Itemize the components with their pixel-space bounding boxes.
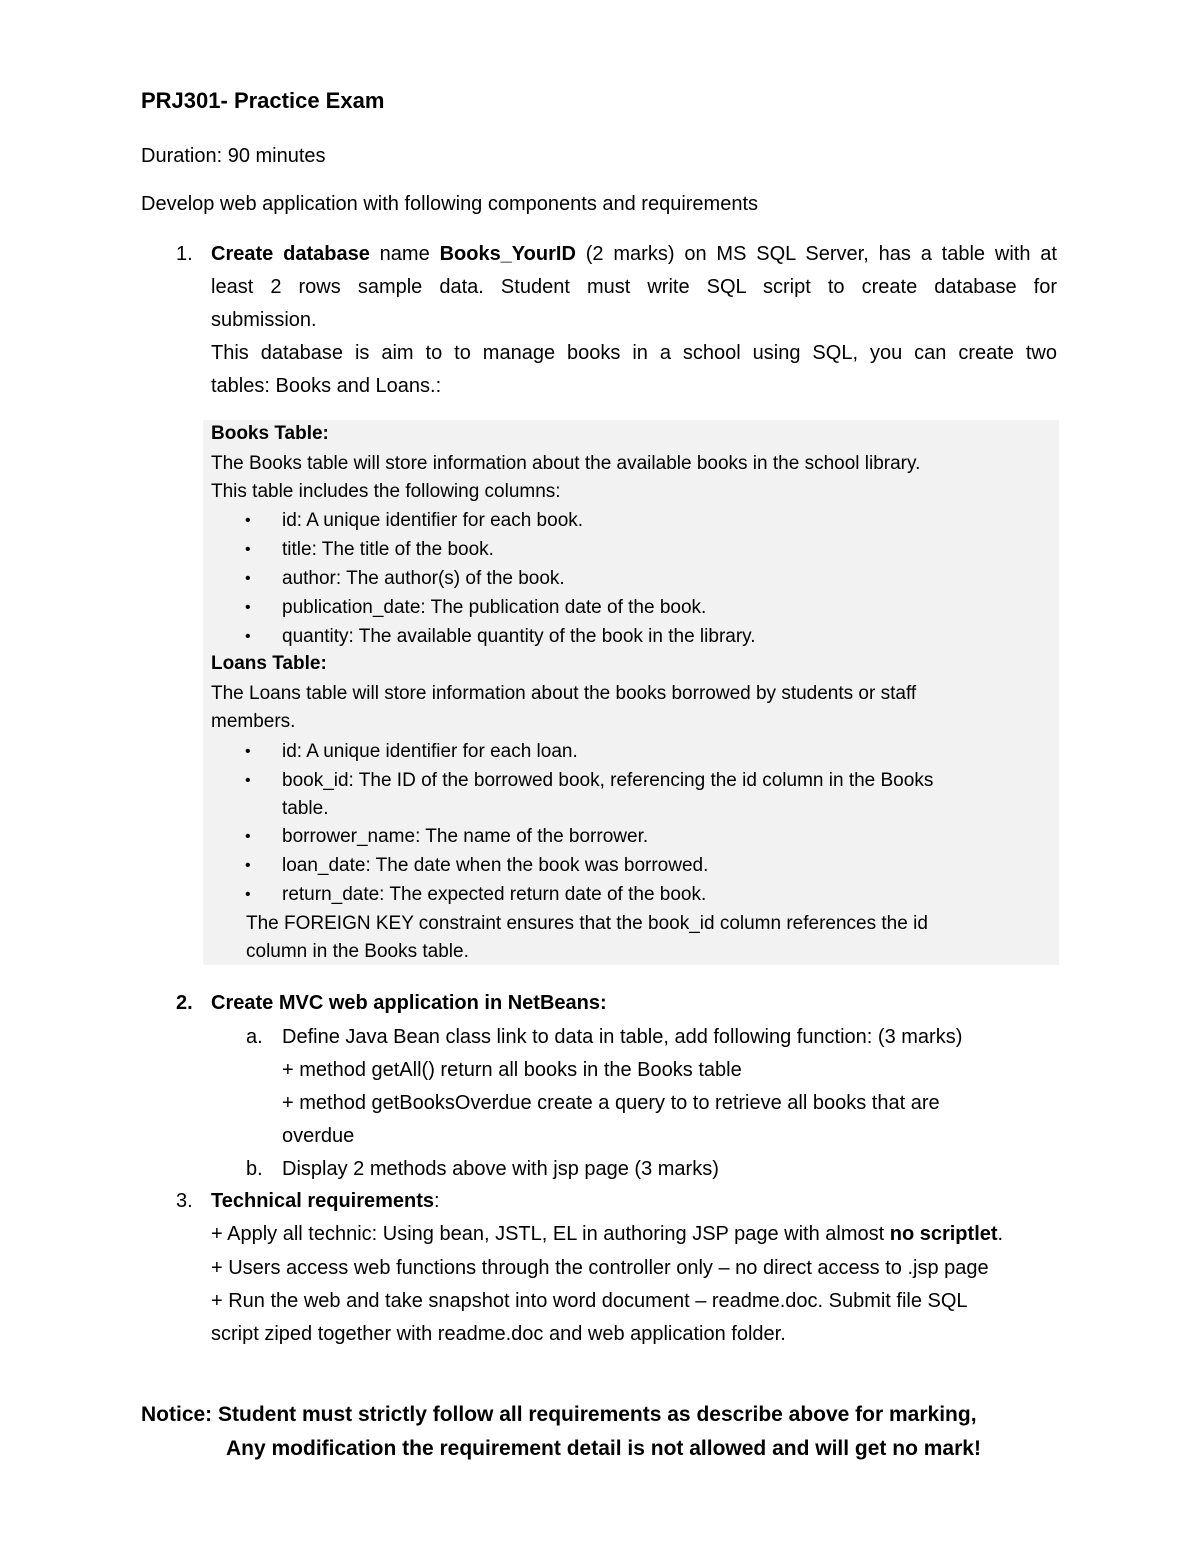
books-col-author: author: The author(s) of the book. <box>282 568 565 589</box>
bullet-icon: • <box>245 570 251 587</box>
books-col-publication-date: publication_date: The publication date of the book. <box>282 597 707 618</box>
item1-line2: least 2 rows sample data. Student must write SQL script to create database for <box>211 276 1057 298</box>
item3-req2: + Users access web functions through the controller only – no direct access to .jsp page <box>211 1257 989 1279</box>
bullet-icon: • <box>245 772 251 789</box>
bullet-icon: • <box>245 743 251 760</box>
bullet-icon: • <box>245 541 251 558</box>
item2a-sub3: overdue <box>282 1125 355 1147</box>
bullet-icon: • <box>245 628 251 645</box>
loans-col-book-id-cont: table. <box>282 798 329 819</box>
item3-req3: + Run the web and take snapshot into word document – readme.doc. Submit file SQL <box>211 1290 968 1312</box>
item2-number: 2. <box>176 992 193 1014</box>
loans-col-loan-date: loan_date: The date when the book was borrowed. <box>282 855 709 876</box>
item2b-text: Display 2 methods above with jsp page (3 marks) <box>282 1158 719 1180</box>
item1-line5: tables: Books and Loans.: <box>211 375 442 397</box>
item3-req1-bold: no scriptlet <box>889 1223 998 1245</box>
bullet-icon: • <box>245 857 251 874</box>
item3-req1-plain: + Apply all technic: Using bean, JSTL, EL in authoring JSP page with almost <box>211 1223 890 1245</box>
item2-heading: Create MVC web application in NetBeans: <box>211 992 607 1014</box>
loans-col-id: id: A unique identifier for each loan. <box>282 741 578 762</box>
item1-line3: submission. <box>211 309 317 331</box>
item3-req1 <box>211 1223 1003 1246</box>
item1-line1 <box>211 243 1057 266</box>
foreign-key-line1: The FOREIGN KEY constraint ensures that the book_id column references the id <box>246 913 928 934</box>
intro-text: Develop web application with following components and requirements <box>141 193 759 215</box>
bullet-icon: • <box>245 599 251 616</box>
bullet-icon: • <box>245 828 251 845</box>
item3-colon: : <box>434 1190 440 1212</box>
notice-line1: Notice: Student must strictly follow all requirements as describe above for marking, <box>141 1403 977 1426</box>
item2a-sub1: + method getAll() return all books in the Books table <box>282 1059 742 1081</box>
item3-heading: Technical requirements <box>211 1190 435 1212</box>
books-col-id: id: A unique identifier for each book. <box>282 510 584 531</box>
item3-req1-end: . <box>997 1223 1004 1245</box>
duration-text: Duration: 90 minutes <box>141 145 326 167</box>
item3-number: 3. <box>176 1190 193 1212</box>
page-title: PRJ301- Practice Exam <box>141 88 385 113</box>
loans-table-desc2: members. <box>211 711 296 732</box>
bullet-icon: • <box>245 512 251 529</box>
item2a-text: Define Java Bean class link to data in table, add following function: (3 marks) <box>282 1026 963 1048</box>
loans-col-borrower-name: borrower_name: The name of the borrower. <box>282 826 649 847</box>
item2a-sub2: + method getBooksOverdue create a query to to retrieve all books that are <box>282 1092 940 1114</box>
item2a-label: a. <box>246 1026 263 1048</box>
item1-number: 1. <box>176 243 193 265</box>
loans-col-book-id: book_id: The ID of the borrowed book, referencing the id column in the Books <box>282 770 934 791</box>
books-col-title: title: The title of the book. <box>282 539 494 560</box>
item1-plain2: (2 marks) on MS SQL Server, has a table with at <box>575 243 1057 265</box>
books-table-heading: Books Table: <box>211 423 329 444</box>
books-col-quantity: quantity: The available quantity of the book in the library. <box>282 626 756 647</box>
books-table-desc2: This table includes the following columns: <box>211 481 561 502</box>
item2b-label: b. <box>246 1158 263 1180</box>
item1-bold-dbname: Books_YourID <box>439 243 576 265</box>
item1-plain1: name <box>369 243 440 265</box>
loans-col-return-date: return_date: The expected return date of the book. <box>282 884 707 905</box>
loans-table-desc1: The Loans table will store information about the books borrowed by students or staff <box>211 683 917 704</box>
loans-table-heading: Loans Table: <box>211 653 327 674</box>
books-table-desc1: The Books table will store information about the available books in the school library. <box>211 453 921 474</box>
item3-heading-line <box>211 1190 440 1213</box>
foreign-key-line2: column in the Books table. <box>246 941 469 962</box>
item3-req4: script ziped together with readme.doc and web application folder. <box>211 1323 786 1345</box>
item1-bold-create: Create database <box>211 243 370 265</box>
notice-line2: Any modification the requirement detail is not allowed and will get no mark! <box>226 1437 981 1460</box>
bullet-icon: • <box>245 886 251 903</box>
item1-line4: This database is aim to to manage books in a school using SQL, you can create two <box>211 342 1057 364</box>
